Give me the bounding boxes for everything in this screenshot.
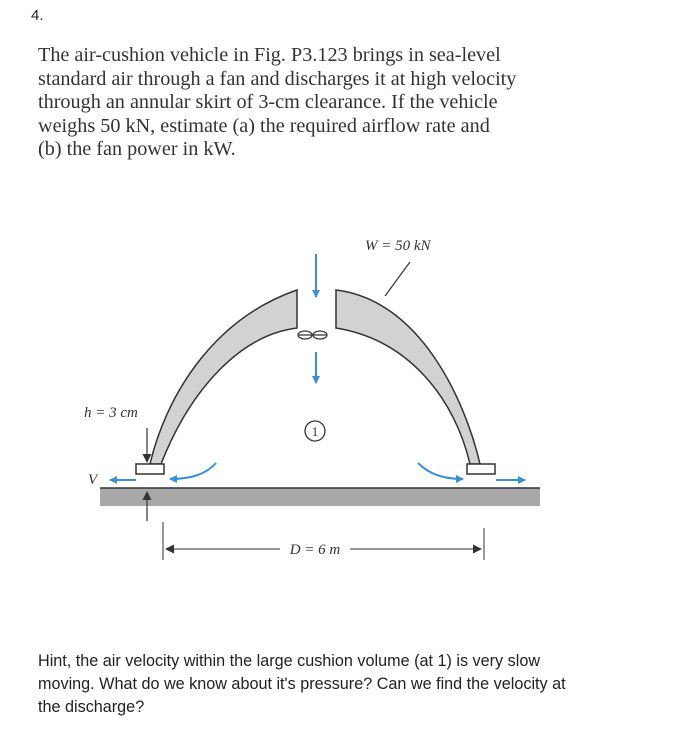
right-skirt-pad [467, 464, 495, 474]
hint-text [38, 650, 678, 719]
velocity-label: V [88, 472, 98, 488]
weight-leader-line [385, 262, 410, 296]
problem-line: standard air through a fan and discharges it at high velocity [38, 67, 517, 90]
left-skirt-pad [136, 464, 164, 474]
hint-line: moving. What do we know about it's pressure? Can we find the velocity at [38, 675, 566, 693]
problem-line: The air-cushion vehicle in Fig. P3.123 brings in sea-level [38, 44, 501, 66]
right-skirt [336, 290, 480, 464]
clearance-label: h = 3 cm [84, 405, 138, 421]
weight-label: W = 50 kN [365, 238, 431, 254]
problem-line: (b) the fan power in kW. [38, 138, 236, 160]
problem-line: through an annular skirt of 3-cm clearance. If the vehicle [38, 91, 498, 113]
fan-icon [298, 331, 327, 339]
ground [100, 488, 540, 506]
hint-line: the discharge? [38, 698, 145, 716]
problem-line: weighs 50 kN, estimate (a) the required airflow rate and [38, 114, 490, 137]
station-1-label: 1 [311, 424, 319, 439]
left-skirt [150, 290, 297, 464]
right-curved-flow-arrow [418, 463, 463, 479]
problem-number: 4. [31, 7, 44, 24]
diameter-label: D = 6 m [289, 542, 341, 558]
hint-line: Hint, the air velocity within the large cushion volume (at 1) is very slow [38, 652, 541, 670]
left-curved-flow-arrow [170, 463, 216, 479]
